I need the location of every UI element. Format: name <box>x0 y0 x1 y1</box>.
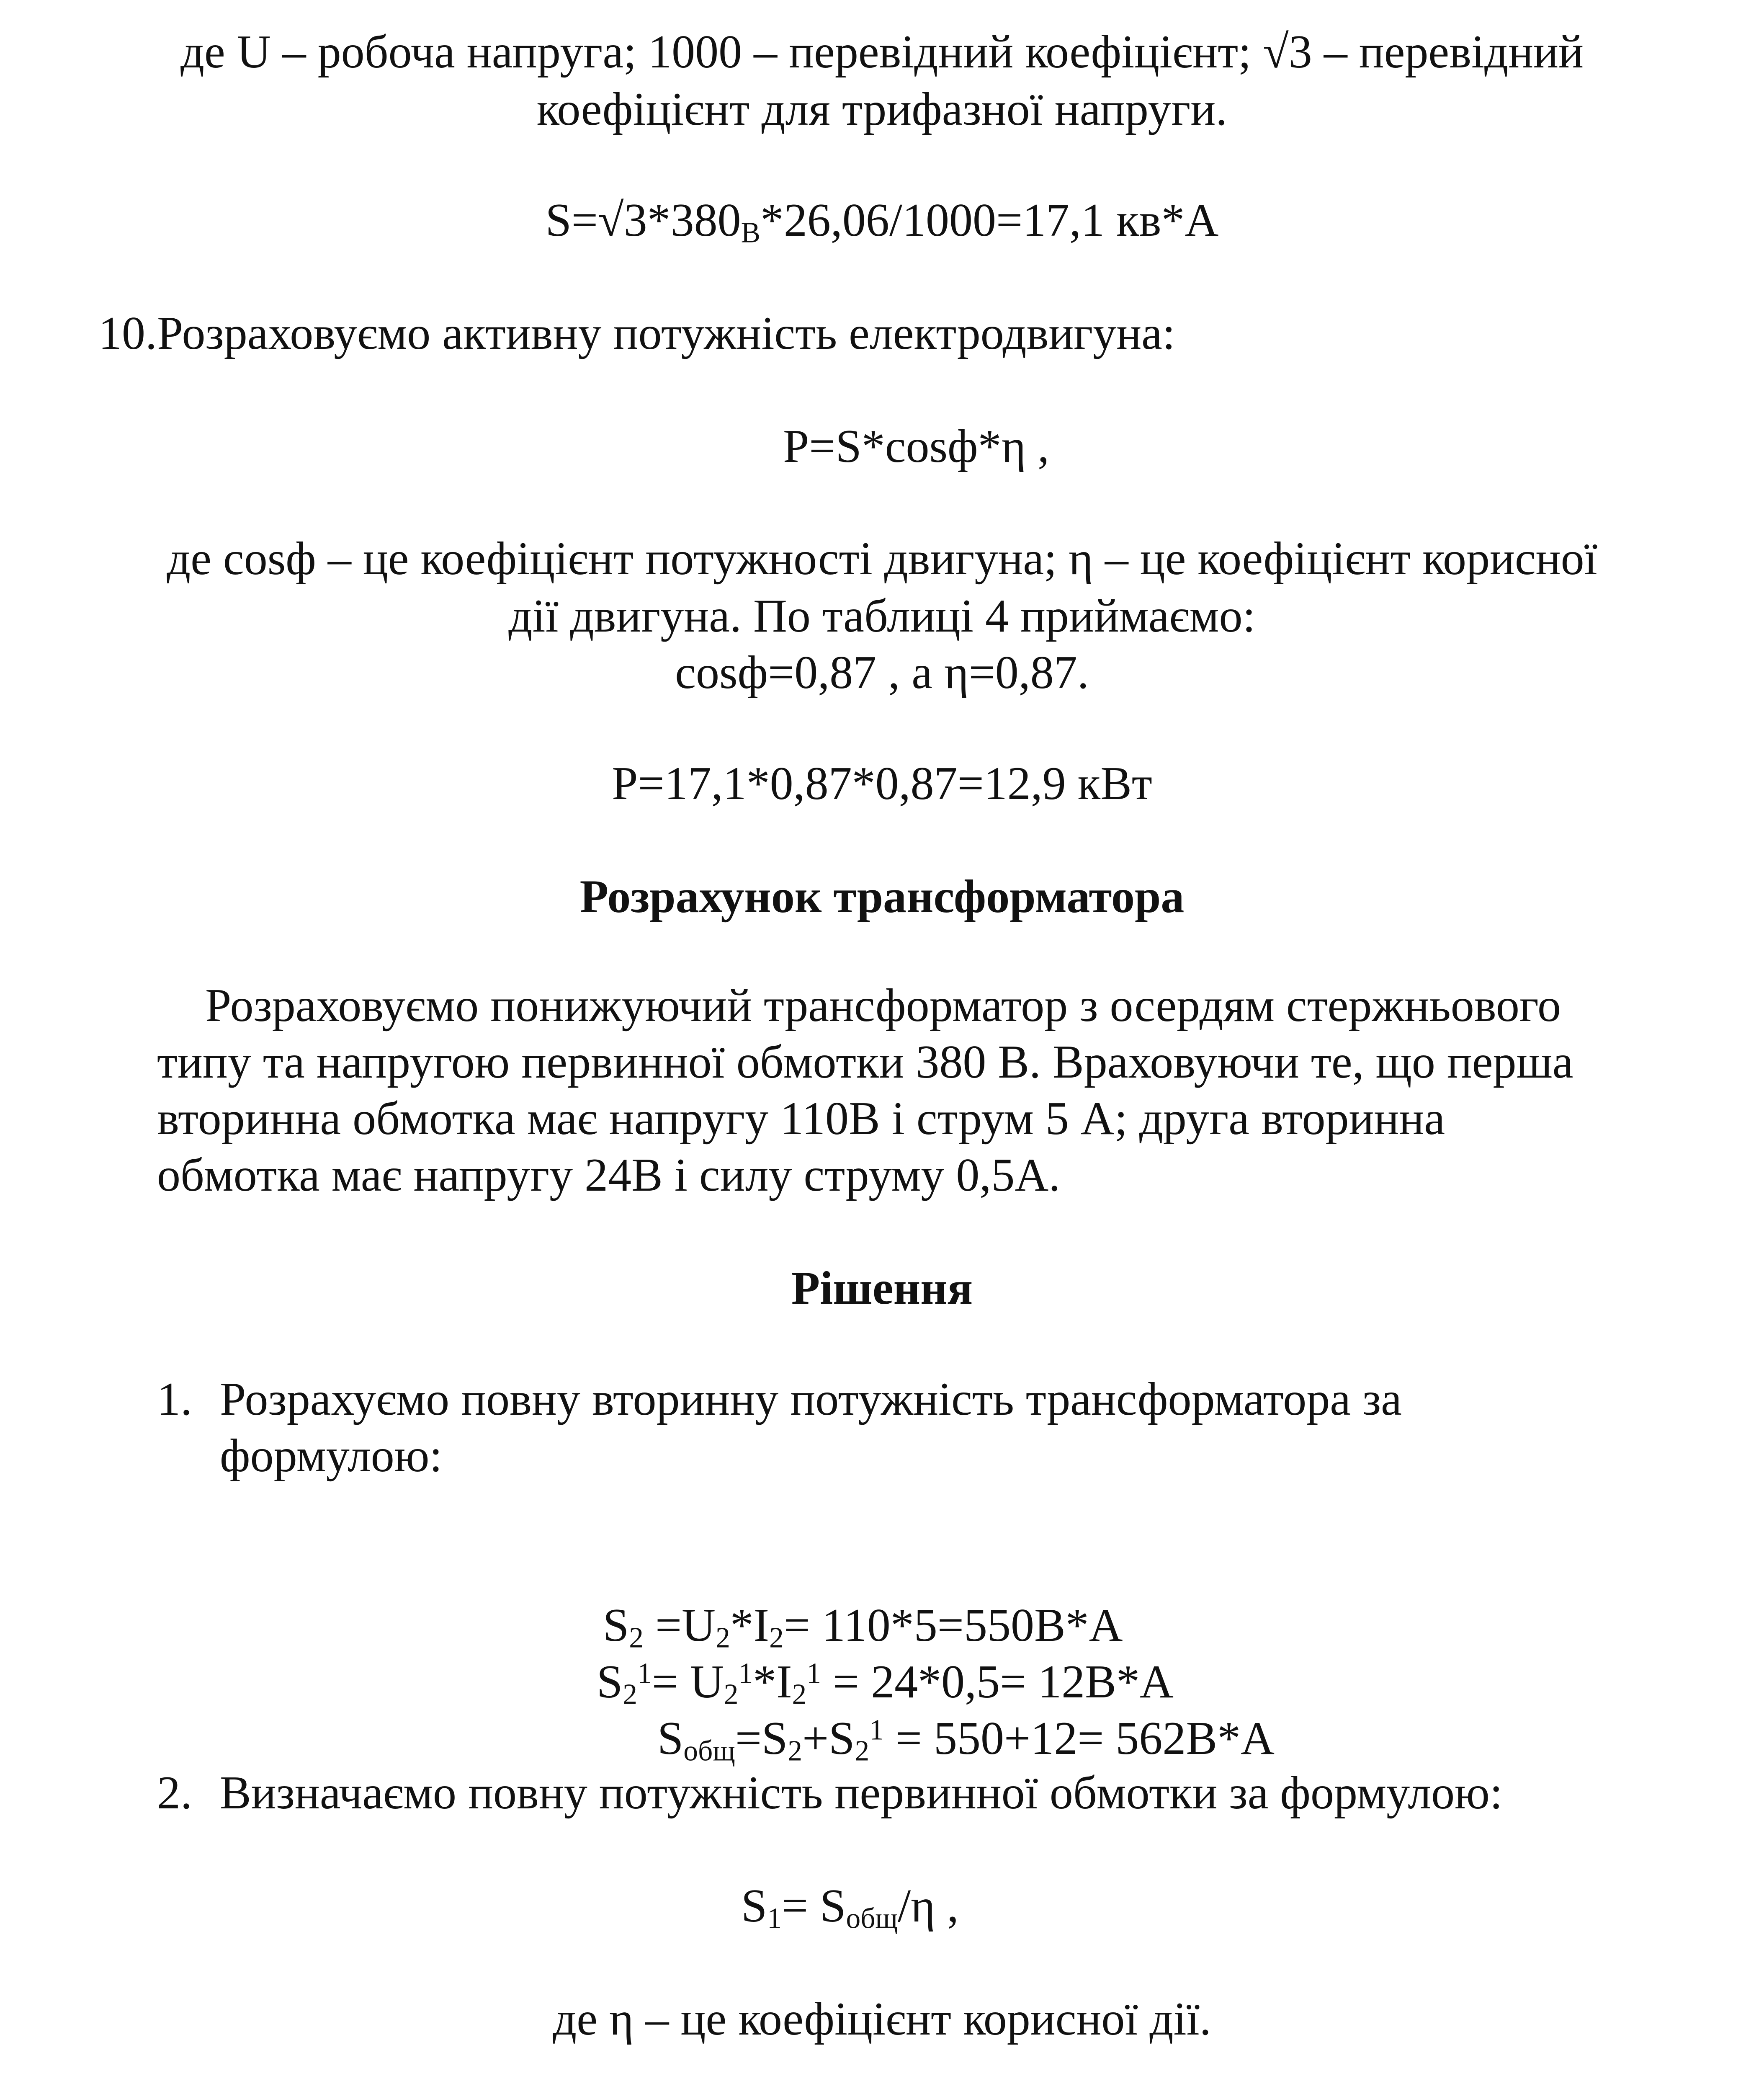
list-number: 2. <box>157 1767 192 1819</box>
text-line: де η – це коефіцієнт корисної дії. <box>553 1993 1211 2045</box>
formula-s1: $S_1= S_{общ}/\eta$ , <box>741 1880 959 1935</box>
formula-s-total: $S_{общ}=S_2+S_2^1 = 550+12= 562В*А$ <box>657 1712 1275 1767</box>
list-item-text: формулою: <box>220 1430 443 1482</box>
text-line: де cosф – це коефіцієнт потужності двигуна; η – це коефіцієнт корисної <box>167 533 1597 585</box>
list-item-text: Розрахуємо повну вторинну потужність трансформатора за <box>220 1373 1402 1425</box>
text-line: вторинна обмотка має напругу 110В і струм 5 А; друга вторинна <box>157 1093 1445 1145</box>
section-heading: Рішення <box>791 1262 973 1314</box>
text-line: Розраховуємо понижуючий трансформатор з осердям стержньового <box>205 980 1561 1032</box>
formula-s: $S=√3*380_В*26,06/1000=17,1$ кв*А <box>545 194 1219 249</box>
list-item-10: 10.Розраховуємо активну потужність електродвигуна: <box>98 307 1176 359</box>
formula-s2-1: $S_2^1= U_2^1*I_2^1 = 24*0,5= 12В*А$ <box>597 1656 1174 1711</box>
text-line: типу та напругою первинної обмотки 380 В. Враховуючи те, що перша <box>157 1036 1573 1088</box>
formula-p: P=S*cosф*η , <box>783 420 1050 472</box>
section-heading: Розрахунок трансформатора <box>579 871 1185 923</box>
text-line: обмотка має напругу 24В і силу струму 0,5А. <box>157 1149 1061 1201</box>
text-line: коефіцієнт для трифазної напруги. <box>536 83 1228 135</box>
text-line: де U – робоча напруга; 1000 – перевідний коефіцієнт; √3 – перевідний <box>180 26 1584 78</box>
text-line: cosф=0,87 , а η=0,87. <box>675 647 1089 699</box>
text-line: дії двигуна. По таблиці 4 приймаємо: <box>508 590 1256 642</box>
formula-s2: $S_2 =U_2*I_2= 110*5=550В*А$ <box>603 1599 1123 1654</box>
list-number: 1. <box>157 1373 192 1425</box>
formula-p-calc: P=17,1*0,87*0,87=12,9 кВт <box>612 758 1152 810</box>
list-item-text: Визначаємо повну потужність первинної обмотки за формулою: <box>220 1767 1503 1819</box>
